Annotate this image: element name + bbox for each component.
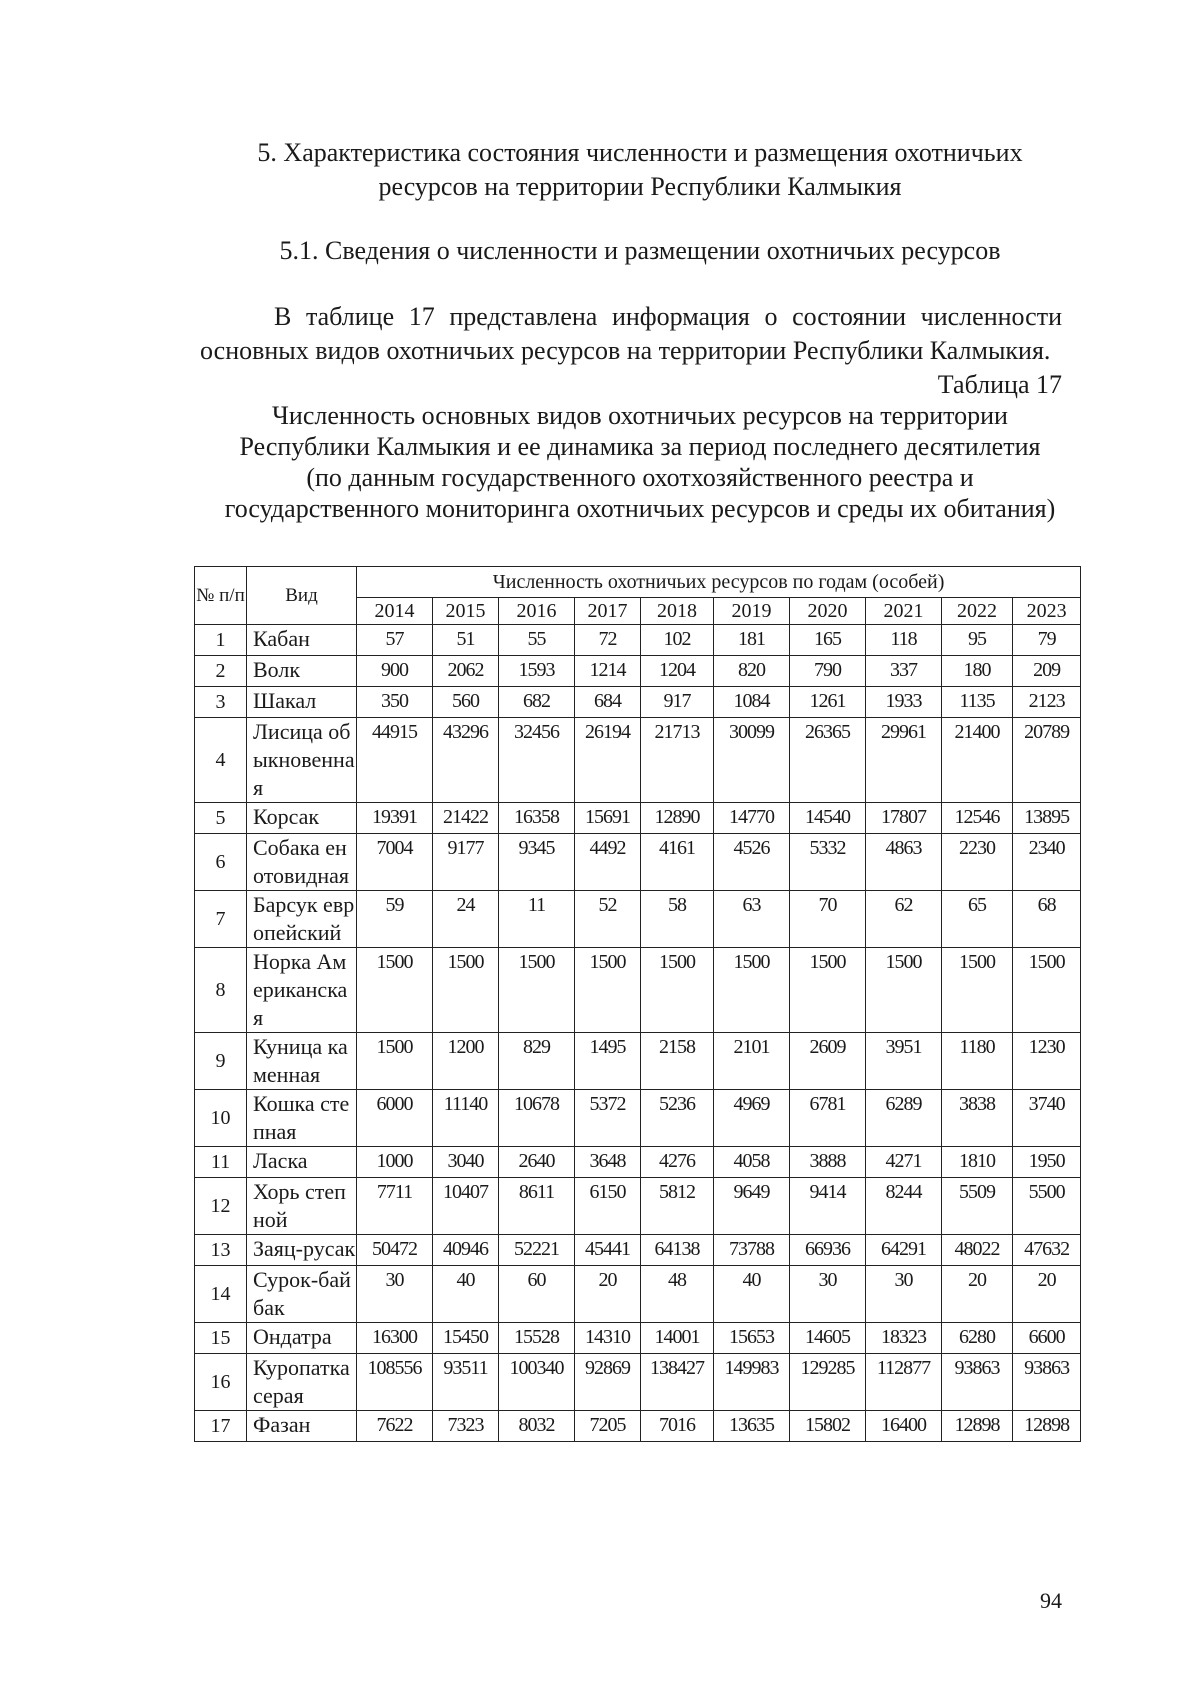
species-name: Заяц-русак (247, 1235, 357, 1266)
count-cell: 14770 (714, 803, 790, 834)
table-row (195, 1266, 1081, 1323)
count-cell: 55 (499, 625, 575, 656)
count-cell: 1214 (575, 656, 641, 687)
table-row (195, 718, 1081, 803)
section-heading-line-1: 5. Характеристика состояния численности и размещения охотничьих (257, 138, 1023, 167)
count-cell: 4492 (575, 834, 641, 891)
count-cell: 4276 (641, 1147, 714, 1178)
row-number: 13 (195, 1235, 247, 1266)
count-cell: 5509 (942, 1178, 1013, 1235)
row-number: 17 (195, 1411, 247, 1442)
species-name: Сурок-байбак (247, 1266, 357, 1323)
count-cell: 790 (790, 656, 866, 687)
count-cell: 14001 (641, 1323, 714, 1354)
count-cell: 63 (714, 891, 790, 948)
count-cell: 1495 (575, 1033, 641, 1090)
count-cell: 26365 (790, 718, 866, 803)
count-cell: 58 (641, 891, 714, 948)
count-cell: 44915 (357, 718, 433, 803)
year-header: 2020 (790, 598, 866, 625)
count-cell: 64138 (641, 1235, 714, 1266)
count-cell: 8032 (499, 1411, 575, 1442)
row-number: 1 (195, 625, 247, 656)
count-cell: 12890 (641, 803, 714, 834)
row-number: 16 (195, 1354, 247, 1411)
table-row (195, 948, 1081, 1033)
count-cell: 15691 (575, 803, 641, 834)
count-cell: 43296 (433, 718, 499, 803)
count-cell: 20 (1013, 1266, 1081, 1323)
row-number: 8 (195, 948, 247, 1033)
count-cell: 15802 (790, 1411, 866, 1442)
table-row (195, 891, 1081, 948)
year-header: 2014 (357, 598, 433, 625)
year-header: 2023 (1013, 598, 1081, 625)
count-cell: 59 (357, 891, 433, 948)
count-cell: 5812 (641, 1178, 714, 1235)
count-cell: 6600 (1013, 1323, 1081, 1354)
count-cell: 79 (1013, 625, 1081, 656)
year-header: 2016 (499, 598, 575, 625)
species-name: Кабан (247, 625, 357, 656)
row-number: 3 (195, 687, 247, 718)
count-cell: 21713 (641, 718, 714, 803)
table-row (195, 1090, 1081, 1147)
count-cell: 50472 (357, 1235, 433, 1266)
count-cell: 30 (790, 1266, 866, 1323)
species-name: Шакал (247, 687, 357, 718)
count-cell: 3888 (790, 1147, 866, 1178)
count-cell: 3838 (942, 1090, 1013, 1147)
species-name: Ласка (247, 1147, 357, 1178)
count-cell: 5500 (1013, 1178, 1081, 1235)
count-cell: 682 (499, 687, 575, 718)
count-cell: 19391 (357, 803, 433, 834)
count-cell: 26194 (575, 718, 641, 803)
count-cell: 60 (499, 1266, 575, 1323)
count-cell: 3040 (433, 1147, 499, 1178)
count-cell: 62 (866, 891, 942, 948)
count-cell: 93511 (433, 1354, 499, 1411)
year-header: 2017 (575, 598, 641, 625)
count-cell: 820 (714, 656, 790, 687)
species-name: Ондатра (247, 1323, 357, 1354)
count-cell: 45441 (575, 1235, 641, 1266)
count-cell: 13895 (1013, 803, 1081, 834)
count-cell: 64291 (866, 1235, 942, 1266)
count-cell: 1500 (357, 948, 433, 1033)
count-cell: 10407 (433, 1178, 499, 1235)
count-cell: 15450 (433, 1323, 499, 1354)
count-cell: 9345 (499, 834, 575, 891)
count-cell: 112877 (866, 1354, 942, 1411)
count-cell: 65 (942, 891, 1013, 948)
count-cell: 9414 (790, 1178, 866, 1235)
count-cell: 7004 (357, 834, 433, 891)
row-number: 7 (195, 891, 247, 948)
count-cell: 129285 (790, 1354, 866, 1411)
count-cell: 21422 (433, 803, 499, 834)
count-cell: 4863 (866, 834, 942, 891)
count-cell: 93863 (1013, 1354, 1081, 1411)
count-cell: 2123 (1013, 687, 1081, 718)
row-number: 9 (195, 1033, 247, 1090)
count-cell: 17807 (866, 803, 942, 834)
row-number: 11 (195, 1147, 247, 1178)
count-cell: 1500 (714, 948, 790, 1033)
table-row (195, 834, 1081, 891)
species-name: Волк (247, 656, 357, 687)
section-heading (200, 136, 1080, 204)
row-number: 12 (195, 1178, 247, 1235)
col-header-group: Численность охотничьих ресурсов по годам (особей) (357, 567, 1081, 598)
table-caption (190, 400, 1090, 524)
count-cell: 7323 (433, 1411, 499, 1442)
count-cell: 138427 (641, 1354, 714, 1411)
species-name: Фазан (247, 1411, 357, 1442)
table-row (195, 1354, 1081, 1411)
count-cell: 1084 (714, 687, 790, 718)
count-cell: 30099 (714, 718, 790, 803)
table-row (195, 803, 1081, 834)
species-name: Куропатка серая (247, 1354, 357, 1411)
count-cell: 1933 (866, 687, 942, 718)
count-cell: 3951 (866, 1033, 942, 1090)
count-cell: 829 (499, 1033, 575, 1090)
count-cell: 14540 (790, 803, 866, 834)
count-cell: 684 (575, 687, 641, 718)
count-cell: 40946 (433, 1235, 499, 1266)
table-row (195, 1235, 1081, 1266)
count-cell: 1500 (942, 948, 1013, 1033)
count-cell: 10678 (499, 1090, 575, 1147)
count-cell: 2640 (499, 1147, 575, 1178)
count-cell: 20 (942, 1266, 1013, 1323)
count-cell: 21400 (942, 718, 1013, 803)
table-row (195, 687, 1081, 718)
count-cell: 900 (357, 656, 433, 687)
section-heading-line-2: ресурсов на территории Республики Калмыкия (378, 172, 902, 201)
count-cell: 20789 (1013, 718, 1081, 803)
row-number: 10 (195, 1090, 247, 1147)
count-cell: 9649 (714, 1178, 790, 1235)
table-row (195, 1411, 1081, 1442)
count-cell: 1261 (790, 687, 866, 718)
table-row (195, 1033, 1081, 1090)
intro-paragraph: В таблице 17 представлена информация о состоянии численности основных видов охотничьих ресурсов на территории Республики Калмыкия. (200, 302, 1062, 365)
count-cell: 917 (641, 687, 714, 718)
count-cell: 1135 (942, 687, 1013, 718)
count-cell: 1593 (499, 656, 575, 687)
count-cell: 48022 (942, 1235, 1013, 1266)
count-cell: 70 (790, 891, 866, 948)
row-number: 14 (195, 1266, 247, 1323)
count-cell: 40 (714, 1266, 790, 1323)
count-cell: 2062 (433, 656, 499, 687)
count-cell: 7016 (641, 1411, 714, 1442)
count-cell: 1500 (357, 1033, 433, 1090)
count-cell: 13635 (714, 1411, 790, 1442)
count-cell: 1500 (1013, 948, 1081, 1033)
count-cell: 30 (357, 1266, 433, 1323)
species-name: Куница каменная (247, 1033, 357, 1090)
count-cell: 92869 (575, 1354, 641, 1411)
count-cell: 1230 (1013, 1033, 1081, 1090)
species-name: Барсук европейский (247, 891, 357, 948)
count-cell: 1500 (790, 948, 866, 1033)
count-cell: 209 (1013, 656, 1081, 687)
count-cell: 108556 (357, 1354, 433, 1411)
count-cell: 1500 (866, 948, 942, 1033)
year-header: 2015 (433, 598, 499, 625)
count-cell: 2101 (714, 1033, 790, 1090)
table-row (195, 1323, 1081, 1354)
count-cell: 2609 (790, 1033, 866, 1090)
species-name: Собака енотовидная (247, 834, 357, 891)
col-header-species: Вид (247, 567, 357, 625)
count-cell: 66936 (790, 1235, 866, 1266)
count-cell: 7205 (575, 1411, 641, 1442)
count-cell: 6000 (357, 1090, 433, 1147)
count-cell: 20 (575, 1266, 641, 1323)
row-number: 4 (195, 718, 247, 803)
count-cell: 4969 (714, 1090, 790, 1147)
count-cell: 337 (866, 656, 942, 687)
caption-line-2: Республики Калмыкия и ее динамика за период последнего десятилетия (239, 432, 1041, 461)
count-cell: 32456 (499, 718, 575, 803)
count-cell: 7711 (357, 1178, 433, 1235)
year-header: 2021 (866, 598, 942, 625)
row-number: 15 (195, 1323, 247, 1354)
count-cell: 15528 (499, 1323, 575, 1354)
count-cell: 15653 (714, 1323, 790, 1354)
count-cell: 3740 (1013, 1090, 1081, 1147)
count-cell: 12546 (942, 803, 1013, 834)
count-cell: 5372 (575, 1090, 641, 1147)
count-cell: 6289 (866, 1090, 942, 1147)
count-cell: 6280 (942, 1323, 1013, 1354)
count-cell: 6150 (575, 1178, 641, 1235)
count-cell: 1950 (1013, 1147, 1081, 1178)
count-cell: 9177 (433, 834, 499, 891)
count-cell: 57 (357, 625, 433, 656)
count-cell: 73788 (714, 1235, 790, 1266)
count-cell: 102 (641, 625, 714, 656)
caption-line-4: государственного мониторинга охотничьих ресурсов и среды их обитания) (224, 494, 1056, 523)
count-cell: 18323 (866, 1323, 942, 1354)
count-cell: 1000 (357, 1147, 433, 1178)
count-cell: 29961 (866, 718, 942, 803)
count-cell: 180 (942, 656, 1013, 687)
count-cell: 68 (1013, 891, 1081, 948)
species-name: Хорь степной (247, 1178, 357, 1235)
count-cell: 1500 (575, 948, 641, 1033)
table-row (195, 1178, 1081, 1235)
count-cell: 2230 (942, 834, 1013, 891)
row-number: 6 (195, 834, 247, 891)
count-cell: 1500 (641, 948, 714, 1033)
count-cell: 24 (433, 891, 499, 948)
count-cell: 4058 (714, 1147, 790, 1178)
count-cell: 51 (433, 625, 499, 656)
count-cell: 11 (499, 891, 575, 948)
count-cell: 52221 (499, 1235, 575, 1266)
table-row (195, 1147, 1081, 1178)
count-cell: 95 (942, 625, 1013, 656)
count-cell: 72 (575, 625, 641, 656)
subsection-heading: 5.1. Сведения о численности и размещении охотничьих ресурсов (279, 236, 1001, 265)
count-cell: 14605 (790, 1323, 866, 1354)
count-cell: 47632 (1013, 1235, 1081, 1266)
year-header: 2019 (714, 598, 790, 625)
count-cell: 30 (866, 1266, 942, 1323)
count-cell: 2340 (1013, 834, 1081, 891)
count-cell: 149983 (714, 1354, 790, 1411)
caption-line-1: Численность основных видов охотничьих ресурсов на территории (272, 401, 1008, 430)
count-cell: 1200 (433, 1033, 499, 1090)
count-cell: 8244 (866, 1178, 942, 1235)
count-cell: 16300 (357, 1323, 433, 1354)
count-cell: 52 (575, 891, 641, 948)
row-number: 2 (195, 656, 247, 687)
population-table (194, 566, 1081, 1442)
page-number: 94 (1040, 1588, 1062, 1613)
count-cell: 4161 (641, 834, 714, 891)
species-name: Норка Американская (247, 948, 357, 1033)
count-cell: 16400 (866, 1411, 942, 1442)
table-row (195, 625, 1081, 656)
count-cell: 11140 (433, 1090, 499, 1147)
count-cell: 560 (433, 687, 499, 718)
count-cell: 165 (790, 625, 866, 656)
count-cell: 6781 (790, 1090, 866, 1147)
count-cell: 48 (641, 1266, 714, 1323)
count-cell: 4526 (714, 834, 790, 891)
count-cell: 8611 (499, 1178, 575, 1235)
table-row (195, 656, 1081, 687)
count-cell: 14310 (575, 1323, 641, 1354)
caption-line-3: (по данным государственного охотхозяйственного реестра и (306, 463, 974, 492)
count-cell: 4271 (866, 1147, 942, 1178)
count-cell: 16358 (499, 803, 575, 834)
count-cell: 350 (357, 687, 433, 718)
count-cell: 1204 (641, 656, 714, 687)
count-cell: 2158 (641, 1033, 714, 1090)
count-cell: 93863 (942, 1354, 1013, 1411)
count-cell: 40 (433, 1266, 499, 1323)
count-cell: 118 (866, 625, 942, 656)
species-name: Лисица обыкновенная (247, 718, 357, 803)
count-cell: 7622 (357, 1411, 433, 1442)
year-header: 2022 (942, 598, 1013, 625)
count-cell: 181 (714, 625, 790, 656)
row-number: 5 (195, 803, 247, 834)
count-cell: 5236 (641, 1090, 714, 1147)
count-cell: 1810 (942, 1147, 1013, 1178)
count-cell: 5332 (790, 834, 866, 891)
count-cell: 12898 (942, 1411, 1013, 1442)
count-cell: 1500 (433, 948, 499, 1033)
col-header-number: № п/п (195, 567, 247, 625)
species-name: Кошка степная (247, 1090, 357, 1147)
count-cell: 1500 (499, 948, 575, 1033)
species-name: Корсак (247, 803, 357, 834)
count-cell: 1180 (942, 1033, 1013, 1090)
count-cell: 3648 (575, 1147, 641, 1178)
year-header: 2018 (641, 598, 714, 625)
table-label: Таблица 17 (937, 370, 1062, 399)
count-cell: 100340 (499, 1354, 575, 1411)
count-cell: 12898 (1013, 1411, 1081, 1442)
